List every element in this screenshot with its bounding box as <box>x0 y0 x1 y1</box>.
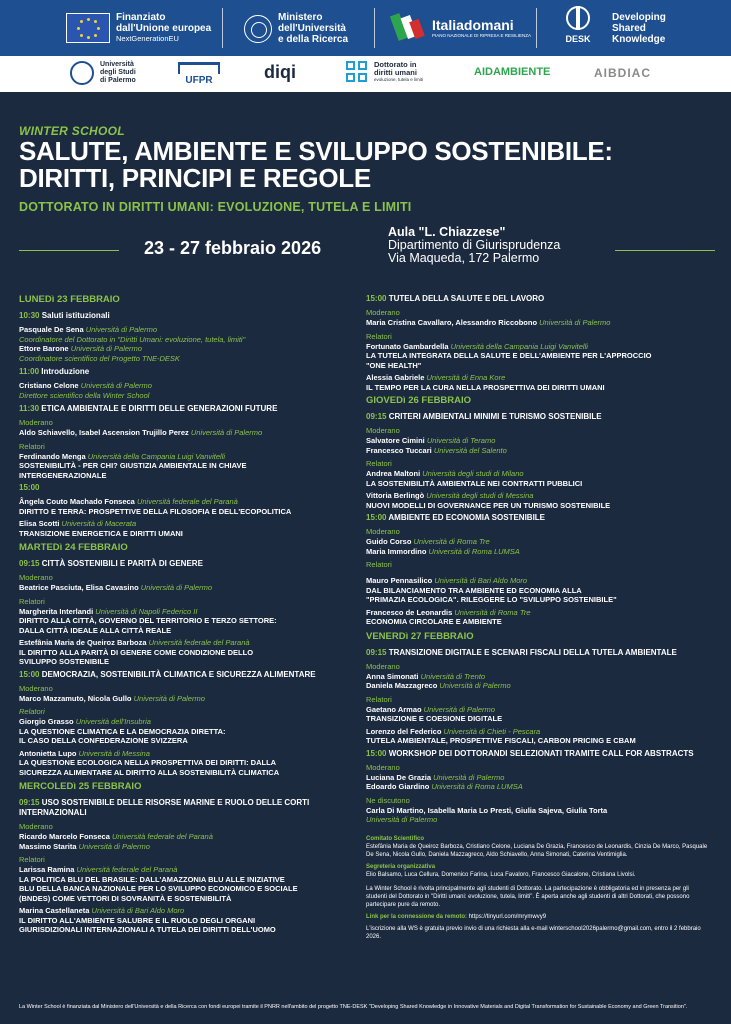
talk-title: LA POLITICA BLU DEL BRASILE: DALL'AMAZZONIA BLU ALLE INIZIATIVE BLU DELLA BANCA NAZIONALE PER LO SVILUPPO ECONOMICO E SOCIALE (BNDES) COME VETTORI DI SOVRANITÀ E SOSTENIBILITÀ <box>19 874 298 903</box>
talk-title: TUTELA AMBIENTALE, PROSPETTIVE FISCALI, CARBON PRICING E CBAM <box>366 736 636 745</box>
session-title: Saluti istituzionali <box>41 311 110 320</box>
day-heading: VENERDì 27 FEBBRAIO <box>366 630 474 642</box>
discussants: Carla Di Martino, Isabella Maria Lo Presti, Giulia Sajeva, Giulia Torta <box>366 805 608 815</box>
discussants-affiliation: Università di Palermo <box>366 815 438 824</box>
role-label: Moderano <box>19 822 53 831</box>
speaker: Gaetano Armao Università di Palermo <box>366 704 495 714</box>
speaker: Mauro Pennasilico Università di Bari Aldo Moro <box>366 576 528 585</box>
moderators: Marco Mazzamuto, Nicola Gullo Università di Palermo <box>19 693 205 703</box>
talk-title: DIRITTO ALLA CITTÀ, GOVERNO DEL TERRITORIO E TERZO SETTORE: DALLA CITTÀ IDEALE ALLA CITTÀ REALE <box>19 616 277 635</box>
talk-title: IL DIRITTO ALLA PARITÀ DI GENERE COME CONDIZIONE DELLO SVILUPPO SOSTENIBILE <box>19 647 254 666</box>
speaker: Ettore Barone Università di Palermo <box>19 344 142 353</box>
footer-note: La Winter School è finanziata dal Ministero dell'Università e della Ricerca con fondi europei tramite il PNRR nell'ambito del progetto TNE-DESK "Developing Shared Knowledge in Innovative Materials and Digital Transformation for Sustainable Economy and Green Transition". <box>19 1004 688 1010</box>
globe-icon <box>562 4 594 44</box>
session: 11:30 ETICA AMBIENTALE E DIRITTI DELLE GENERAZIONI FUTURE <box>19 404 278 413</box>
day-heading: MERCOLEDì 25 FEBBRAIO <box>19 781 142 792</box>
moderator: Daniela Mazzagreco Università di Palermo <box>366 681 511 690</box>
talk-title: TRANSIZIONE E COESIONE DIGITALE <box>366 714 503 723</box>
role-label: Moderano <box>366 762 400 772</box>
unipa-line3: di Palermo <box>100 77 136 84</box>
desk-logo <box>562 4 594 44</box>
moderators: Maria Cristina Cavallaro, Alessandro Riccobono Università di Palermo <box>366 318 611 327</box>
program-left-column <box>19 294 364 938</box>
role-label: Relatori <box>19 707 45 716</box>
talk-title: TRANSIZIONE ENERGETICA E DIRITTI UMANI <box>19 528 183 538</box>
title-line1: SALUTE, AMBIENTE E SVILUPPO SOSTENIBILE: <box>19 136 613 166</box>
unipa-logo <box>70 61 136 85</box>
session: 15:00 <box>19 483 40 492</box>
speaker: Antonietta Lupo Università di Messina <box>19 748 150 758</box>
unipa-line2: degli Studi <box>100 69 136 76</box>
speaker: Ângela Couto Machado Fonseca Università federale del Paranà <box>19 497 238 506</box>
address: Via Maqueda, 172 Palermo <box>388 251 540 265</box>
mur-line2: dell'Università <box>278 23 346 34</box>
partners-bar <box>0 56 731 92</box>
moderator: Salvatore Cimini Università di Teramo <box>366 436 496 445</box>
talk-title: IL TEMPO PER LA CURA NELLA PROSPETTIVA DEI DIRITTI UMANI <box>366 382 605 392</box>
speaker: Vittoria Berlingò Università degli studi di Messina <box>366 491 534 500</box>
day-heading: MARTEDì 24 FEBBRAIO <box>19 542 128 553</box>
speaker: Marina Castellaneta Università di Bari Aldo Moro <box>19 906 185 915</box>
moderator: Edoardo Giardino Università di Roma LUMSA <box>366 782 523 791</box>
session: 09:15 TRANSIZIONE DIGITALE E SCENARI FISCALI DELLA TUTELA AMBIENTALE <box>366 647 677 657</box>
speaker: Larissa Ramina Università federale del Paranà <box>19 865 178 874</box>
diqi-logo <box>264 62 296 83</box>
session: 15:00 WORKSHOP DEI DOTTORANDI SELEZIONATI TRAMITE CALL FOR ABSTRACTS <box>366 748 694 758</box>
desk-text: DESK <box>565 34 591 44</box>
moderator: Luciana De Grazia Università di Palermo <box>366 772 505 782</box>
speaker: Elisa Scotti Università di Macerata <box>19 519 137 528</box>
role-label: Relatori <box>366 459 392 468</box>
role-label: Relatori <box>366 331 392 341</box>
unipa-line1: Università <box>100 61 134 68</box>
speaker: Fortunato Gambardella Università della Campania Luigi Vanvitelli <box>366 341 588 351</box>
moderators: Aldo Schiavello, Isabel Ascension Trujillo Perez Università di Palermo <box>19 428 263 437</box>
committee-block: Comitato Scientifico Estefânia Maria de Queiroz Barboza, Cristiano Celone, Luciana De Grazia, Francesco de Leonardis, Cinzia De Marco, Pasquale De Sena, Nicola Gullo, Daniela Mazzagreco, Aldo Schiavello, Anna Simonati, Caterina Ventimiglia. Segreteria organizzativa Elio Balsamo, Luca Cellura, Domenico Farina, Luca Favaloro, Francesco Giacalone, Cristiana Livolsi. La Winter School è rivolta principalmente agli studenti di Dottorato. La partecipazione è obbligatoria ed in presenza per gli studenti del Dottorato in "Diritti umani: evoluzione, tutela, limiti". È aperta anche agli studenti di altri Dottorati, che possono partecipare pure da remoto. Link per la connessione da remoto: https://tinyurl.com/mrymwvy9 L'iscrizione alla WS è gratuita previo invio di una richiesta alla e-mail winterschool2026palermo@gmail.com, entro il 2 febbraio 2026. <box>366 835 708 940</box>
speaker: Francesco de Leonardis Università di Roma Tre <box>366 607 531 617</box>
speaker: Ferdinando Menga Università della Campania Luigi Vanvitelli <box>19 451 226 461</box>
role-label: Moderano <box>366 426 400 435</box>
speaker: Pasquale De Sena Università di Palermo <box>19 325 157 334</box>
dott-line3: evoluzione, tutela e limiti <box>374 77 424 82</box>
speaker: Cristiano Celone Università di Palermo <box>19 381 152 390</box>
eu-line3: NextGenerationEU <box>116 34 179 43</box>
talk-title: LA QUESTIONE ECOLOGICA NELLA PROSPETTIVA DEI DIRITTI: DALLA SICUREZZA ALIMENTARE AL DIRITTO ALLA SOSTENIBILITÀ CLIMATICA <box>19 758 280 777</box>
moderator: Anna Simonati Università di Trento <box>366 671 486 681</box>
speaker: Giorgio Grasso Università dell'Insubria <box>19 717 151 726</box>
italiadomani-text: Italiadomani <box>432 16 514 33</box>
session <box>19 311 364 321</box>
talk-title: SOSTENIBILITÀ - PER CHI? GIUSTIZIA AMBIENTALE IN CHIAVE INTERGENERAZIONALE <box>19 461 247 480</box>
day-heading: GIOVEDì 26 FEBBRAIO <box>366 395 472 406</box>
eu-flag-icon <box>66 13 110 43</box>
talk-title: DAL BILANCIAMENTO TRA AMBIENTE ED ECONOMIA ALLA "PRIMAZIA ECOLOGICA". RILEGGERE LO "SVILUPPO SOSTENIBILE" <box>366 585 617 604</box>
dottorato-icon <box>346 61 368 83</box>
eu-line1: Finanziato <box>116 12 166 23</box>
program-right-column <box>366 294 711 941</box>
role-label: Ne discutono <box>366 795 410 805</box>
role-label: Moderano <box>19 418 53 427</box>
desk-line3: Knowledge <box>612 34 666 45</box>
talk-title: ECONOMIA CIRCOLARE E AMBIENTE <box>366 617 502 626</box>
talk-title: LA SOSTENIBILITÀ AMBIENTALE NEI CONTRATTI PUBBLICI <box>366 478 583 488</box>
session: 09:15 CITTÀ SOSTENIBILI E PARITÀ DI GENERE <box>19 559 203 568</box>
aibdiac-logo <box>594 66 651 80</box>
divider-left <box>19 250 119 251</box>
role-label: Relatori <box>366 560 392 569</box>
remote-link[interactable]: https://tinyurl.com/mrymwvy9 <box>468 913 547 920</box>
moderator: Massimo Starita Università di Palermo <box>19 841 150 851</box>
speaker: Lorenzo del Federico Università di Chieti - Pescara <box>366 726 541 736</box>
role-label: Moderano <box>19 573 53 582</box>
speaker: Alessia Gabriele Università di Enna Kore <box>366 373 506 382</box>
title-line2: DIRITTI, PRINCIPI E REGOLE <box>19 163 371 193</box>
role-label: Relatori <box>366 694 392 704</box>
role-label: Moderano <box>366 308 400 317</box>
session: 09:15 USO SOSTENIBILE DELLE RISORSE MARINE E RUOLO DELLE CORTI INTERNAZIONALI <box>19 798 310 817</box>
speaker-role: Direttore scientifico della Winter School <box>19 390 150 400</box>
day-heading: LUNEDì 23 FEBBRAIO <box>19 294 120 305</box>
ufpr-text: UFPR <box>185 75 213 86</box>
moderator: Maria Immordino Università di Roma LUMSA <box>366 546 520 556</box>
session: 15:00 DEMOCRAZIA, SOSTENIBILITÀ CLIMATICA E SICUREZZA ALIMENTARE <box>19 669 316 679</box>
moderators: Beatrice Pasciuta, Elisa Cavasino Università di Palermo <box>19 583 213 592</box>
mur-line3: e della Ricerca <box>278 34 349 45</box>
winter-school-label: WINTER SCHOOL <box>19 124 125 138</box>
session: 11:00 Introduzione <box>19 367 90 376</box>
unipa-seal-icon <box>70 61 94 85</box>
moderator: Guido Corso Università di Roma Tre <box>366 537 490 546</box>
eu-line2: dall'Unione europea <box>116 23 212 34</box>
session: 09:15 CRITERI AMBIENTALI MINIMI E TURISMO SOSTENIBILE <box>366 412 602 421</box>
role-label: Relatori <box>19 596 45 606</box>
speaker: Andrea Maltoni Università degli studi di Milano <box>366 469 524 478</box>
desk-line1: Developing <box>612 12 666 23</box>
talk-title: LA TUTELA INTEGRATA DELLA SALUTE E DELL'AMBIENTE PER L'APPROCCIO "ONE HEALTH" <box>366 351 652 370</box>
aida-logo <box>474 66 550 78</box>
italiadomani-logo <box>390 12 531 42</box>
republic-seal-icon <box>244 15 272 43</box>
talk-title: LA QUESTIONE CLIMATICA E LA DEMOCRAZIA DIRETTA: IL CASO DELLA CONFEDERAZIONE SVIZZERA <box>19 726 226 745</box>
role-label: Moderano <box>366 527 400 536</box>
subtitle: DOTTORATO IN DIRITTI UMANI: EVOLUZIONE, TUTELA E LIMITI <box>19 200 412 214</box>
mur-logo <box>244 12 348 45</box>
session-time: 10:30 <box>19 311 40 320</box>
moderator: Francesco Tuccari Università del Salento <box>366 445 507 455</box>
diqi-text: diqi <box>264 62 296 82</box>
event-place <box>388 226 560 265</box>
divider-right <box>615 250 715 251</box>
aibdiac-text: AIBDIAC <box>594 66 651 80</box>
dott-line2: diritti umani <box>374 68 417 77</box>
talk-title: IL DIRITTO ALL'AMBIENTE SALUBRE E IL RUOLO DEGLI ORGANI GIURISDIZIONALI INTERNAZIONALI A TUTELA DEI DIRITTI DELL'UOMO <box>19 915 276 934</box>
speaker: Margherita Interlandi Università di Napoli Federico II <box>19 606 198 616</box>
role-label: Relatori <box>19 441 45 451</box>
italiadomani-sub: PIANO NAZIONALE DI RIPRESA E RESILIENZA <box>432 32 532 38</box>
ufpr-logo <box>178 62 220 86</box>
role-label: Moderano <box>366 661 400 671</box>
dott-line1: Dottorato in <box>374 60 417 69</box>
department: Dipartimento di Giurisprudenza <box>388 238 561 252</box>
session: 15:00 AMBIENTE ED ECONOMIA SOSTENIBILE <box>366 513 546 522</box>
funding-bar <box>0 0 731 56</box>
dottorato-logo <box>346 61 423 83</box>
talk-title: NUOVI MODELLI DI GOVERNANCE PER UN TURISMO SOSTENIBILE <box>366 500 611 510</box>
speaker-role: Coordinatore scientifico del Progetto TNE-DESK <box>19 353 180 363</box>
event-date: 23 - 27 febbraio 2026 <box>144 238 322 258</box>
building-icon <box>178 62 220 74</box>
desk-line2: Shared <box>612 23 646 34</box>
role-label: Moderano <box>19 683 53 693</box>
italy-map-icon <box>390 12 426 42</box>
mur-line1: Ministero <box>278 12 323 23</box>
aida-text: AIDAMBIENTE <box>474 66 551 78</box>
aula: Aula "L. Chiazzese" <box>388 225 506 239</box>
moderator: Ricardo Marcelo Fonseca Università federale del Paranà <box>19 832 213 841</box>
page-title <box>19 138 613 192</box>
session: 15:00 TUTELA DELLA SALUTE E DEL LAVORO <box>366 294 545 303</box>
talk-title: DIRITTO E TERRA: PROSPETTIVE DELLA FILOSOFIA E DELL'ECOPOLITICA <box>19 506 292 516</box>
eu-logo <box>66 12 211 44</box>
speaker-role: Coordinatore del Dottorato in "Diritti Umani: evoluzione, tutela, limiti" <box>19 334 246 344</box>
speaker: Estefânia Maria de Queiroz Barboza Università federale del Paranà <box>19 638 250 647</box>
role-label: Relatori <box>19 855 45 864</box>
